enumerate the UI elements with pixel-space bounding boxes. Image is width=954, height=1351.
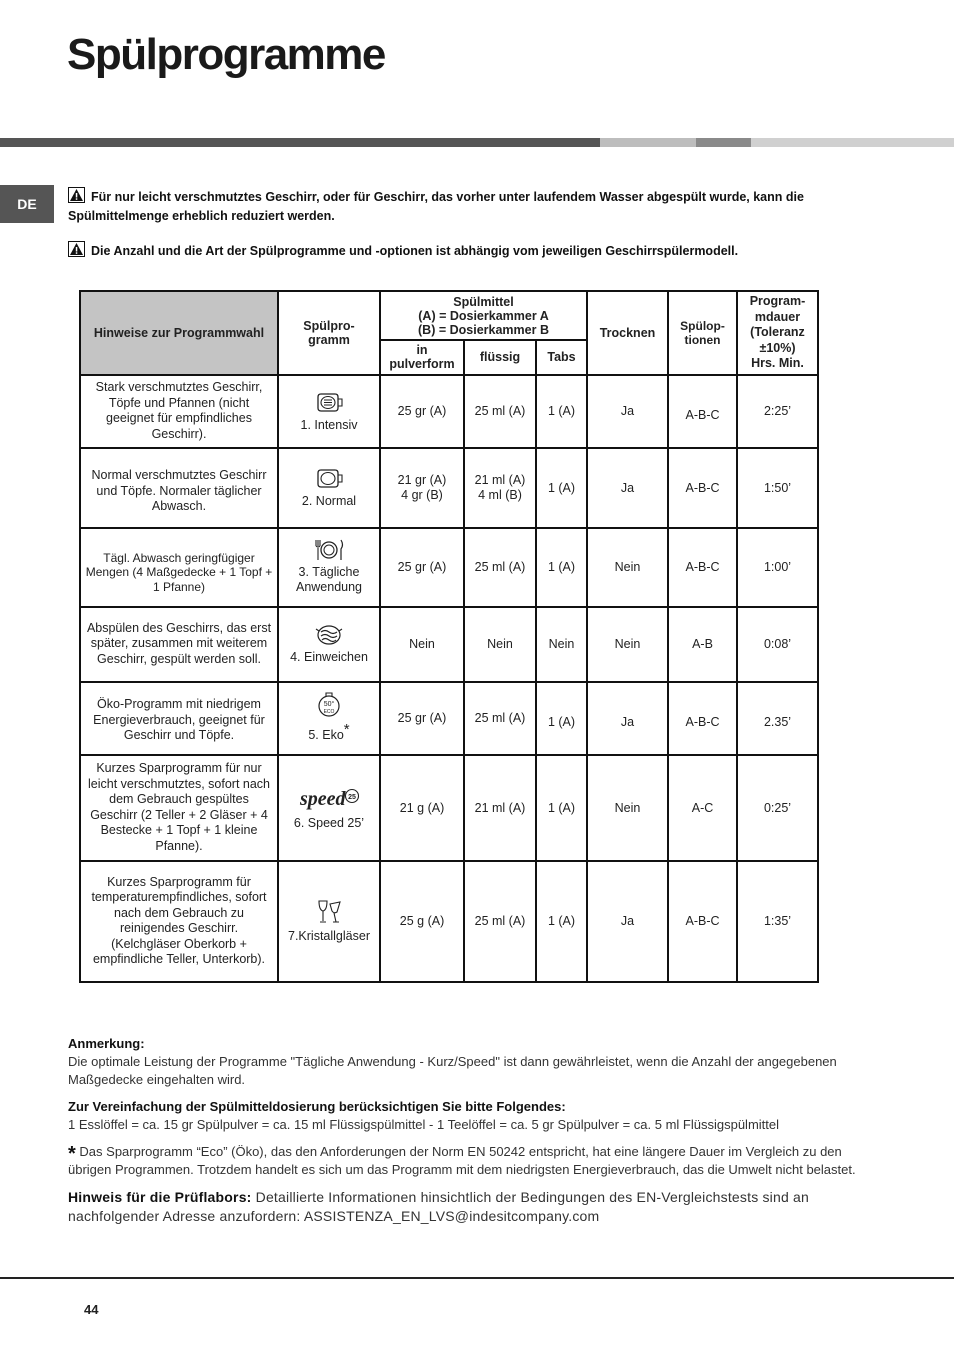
page-number: 44 xyxy=(84,1302,99,1317)
header-options: Spülop- tionen xyxy=(668,291,737,375)
language-tab: DE xyxy=(0,185,54,223)
row-tabs: 1 (A) xyxy=(536,448,587,528)
remark-note xyxy=(68,1035,873,1089)
svg-text:ECO: ECO xyxy=(323,709,335,716)
row-program: 4. Einweichen xyxy=(278,607,380,682)
warning-icon xyxy=(68,187,85,203)
row-powder: 21 gr (A) 4 gr (B) xyxy=(380,448,464,528)
warning-text: Für nur leicht verschmutztes Geschirr, oder für Geschirr, das vorher unter laufendem Wasser abgespült wurde, kann die Spülmittelmenge erheblich reduziert werden. xyxy=(68,190,804,223)
eco-text: Das Sparprogramm “Eco” (Öko), das den Anforderungen der Norm EN 50242 entspricht, hat eine längere Dauer im Vergleich zu den übrigen Programmen. Trotzdem handelt es sich um das Programm mit dem niedrigsten Energieverbrauch, das die Umwelt nicht belastet. xyxy=(68,1144,856,1177)
svg-text:speed: speed xyxy=(300,788,346,810)
row-hint: Kurzes Sparprogramm für nur leicht verschmutztes, sofort nach dem Gebrauch gespültes Geschirr (2 Teller + 2 Gläser + 4 Bestecke + 1 Topf + 1 kleine Pfanne). xyxy=(80,755,278,861)
normal-pot-icon xyxy=(315,466,343,490)
table-row xyxy=(80,682,818,755)
eco-50-icon xyxy=(317,692,341,718)
soak-icon xyxy=(315,624,343,646)
footer-divider xyxy=(0,1277,954,1279)
eco-note xyxy=(68,1143,873,1179)
warning-text: Die Anzahl und die Art der Spülprogramme und -optionen ist abhängig vom jeweiligen Geschirrspülermodell. xyxy=(91,244,739,258)
row-powder: 25 g (A) xyxy=(380,861,464,982)
row-tabs: Nein xyxy=(536,607,587,682)
row-program: 3. Tägliche Anwendung xyxy=(278,528,380,607)
table-row xyxy=(80,375,818,448)
row-tabs: 1 (A) xyxy=(536,682,587,755)
header-bar-pale xyxy=(751,138,954,147)
page-title: Spülprogramme xyxy=(67,30,385,79)
header-bar-dark xyxy=(0,138,600,147)
row-powder: 25 gr (A) xyxy=(380,375,464,448)
header-drying: Trocknen xyxy=(587,291,668,375)
row-duration: 0:25’ xyxy=(737,755,818,861)
row-tabs: 1 (A) xyxy=(536,755,587,861)
row-hint: Kurzes Sparprogramm für temperaturempfindliches, sofort nach dem Gebrauch zu reinigendes Geschirr. (Kelchgläser Oberkorb + empfindliche Teller, Unterkorb). xyxy=(80,861,278,982)
row-program: 2. Normal xyxy=(278,448,380,528)
row-drying: Nein xyxy=(587,755,668,861)
row-options: A-B-C xyxy=(668,861,737,982)
row-duration: 0:08’ xyxy=(737,607,818,682)
row-duration: 1:50’ xyxy=(737,448,818,528)
table-row xyxy=(80,448,818,528)
row-duration: 2.35’ xyxy=(737,682,818,755)
remark-title: Anmerkung: xyxy=(68,1036,145,1051)
svg-text:25: 25 xyxy=(348,794,356,801)
row-hint: Öko-Programm mit niedrigem Energieverbrauch, geeignet für Geschirr und Töpfe. xyxy=(80,682,278,755)
row-hint: Stark verschmutztes Geschirr, Töpfe und Pfannen (nicht geeignet für empfindliches Geschirr). xyxy=(80,375,278,448)
row-duration: 1:00’ xyxy=(737,528,818,607)
row-hint: Tägl. Abwasch geringfügiger Mengen (4 Maßgedecke + 1 Topf + 1 Pfanne) xyxy=(80,528,278,607)
row-liquid: 25 ml (A) xyxy=(464,861,536,982)
warning-icon xyxy=(68,241,85,257)
header-powder: in pulverform xyxy=(380,340,464,374)
warning-1 xyxy=(68,187,858,226)
programs-table xyxy=(79,290,819,983)
row-duration: 2:25’ xyxy=(737,375,818,448)
row-liquid: 21 ml (A) xyxy=(464,755,536,861)
warning-2 xyxy=(68,241,858,261)
eco-note-asterisk: * xyxy=(68,1143,76,1165)
row-tabs: 1 (A) xyxy=(536,375,587,448)
row-powder: 21 g (A) xyxy=(380,755,464,861)
row-options: A-C xyxy=(668,755,737,861)
eco-asterisk: * xyxy=(343,721,350,739)
row-program: 7.Kristallgläser xyxy=(278,861,380,982)
row-drying: Ja xyxy=(587,448,668,528)
crystal-glasses-icon xyxy=(315,899,343,925)
row-program: 50° ECO 5. Eko* xyxy=(278,682,380,755)
row-program: speed 25 6. Speed 25’ xyxy=(278,755,380,861)
dosage-title: Zur Vereinfachung der Spülmitteldosierung berücksichtigen Sie bitte Folgendes: xyxy=(68,1099,566,1114)
row-drying: Ja xyxy=(587,861,668,982)
header-hints: Hinweise zur Programmwahl xyxy=(80,291,278,375)
header-bar-mid xyxy=(696,138,751,147)
table-row xyxy=(80,528,818,607)
table-row xyxy=(80,607,818,682)
row-options: A-B-C xyxy=(668,375,737,448)
row-options: A-B xyxy=(668,607,737,682)
row-powder: 25 gr (A) xyxy=(380,682,464,755)
row-hint: Normal verschmutztes Geschirr und Töpfe. Normaler täglicher Abwasch. xyxy=(80,448,278,528)
dosage-note xyxy=(68,1098,873,1134)
table-row xyxy=(80,755,818,861)
row-drying: Nein xyxy=(587,528,668,607)
header-bar-light xyxy=(600,138,696,147)
svg-text:50°: 50° xyxy=(323,701,335,709)
row-tabs: 1 (A) xyxy=(536,861,587,982)
lab-title: Hinweis für die Prüflabors: xyxy=(68,1189,252,1205)
row-powder: 25 gr (A) xyxy=(380,528,464,607)
header-tabs: Tabs xyxy=(536,340,587,374)
cutlery-plate-icon xyxy=(313,539,345,561)
header-program: Spülpro- gramm xyxy=(278,291,380,375)
row-program: 1. Intensiv xyxy=(278,375,380,448)
intensive-pot-icon xyxy=(315,390,343,414)
row-drying: Nein xyxy=(587,607,668,682)
row-tabs: 1 (A) xyxy=(536,528,587,607)
lab-note xyxy=(68,1188,873,1226)
row-liquid: 25 ml (A) xyxy=(464,375,536,448)
row-options: A-B-C xyxy=(668,448,737,528)
row-hint: Abspülen des Geschirrs, das erst später, zusammen mit weiterem Geschirr, gespült werden soll. xyxy=(80,607,278,682)
row-liquid: 21 ml (A) 4 ml (B) xyxy=(464,448,536,528)
row-powder: Nein xyxy=(380,607,464,682)
row-liquid: Nein xyxy=(464,607,536,682)
row-options: A-B-C xyxy=(668,528,737,607)
header-duration: Program- mdauer (Toleranz ±10%) Hrs. Min. xyxy=(737,291,818,375)
remark-text: Die optimale Leistung der Programme "Tägliche Anwendung - Kurz/Speed" ist dann gewährleistet, wenn die Anzahl der angegebenen Maßgedecke eingehalten wird. xyxy=(68,1054,837,1087)
header-detergent: Spülmittel (A) = Dosierkammer A (B) = Dosierkammer B xyxy=(380,291,587,340)
lab-text: Detaillierte Informationen hinsichtlich der Bedingungen des EN-Vergleichstests sind an nachfolgender Adresse anzufordern: ASSISTENZA_EN_LVS@indesitcompany.com xyxy=(68,1189,810,1224)
row-drying: Ja xyxy=(587,375,668,448)
row-liquid: 25 ml (A) xyxy=(464,682,536,755)
row-options: A-B-C xyxy=(668,682,737,755)
row-duration: 1:35’ xyxy=(737,861,818,982)
header-liquid: flüssig xyxy=(464,340,536,374)
row-liquid: 25 ml (A) xyxy=(464,528,536,607)
row-drying: Ja xyxy=(587,682,668,755)
speed-25-icon xyxy=(298,784,360,812)
dosage-text: 1 Esslöffel = ca. 15 gr Spülpulver = ca. 15 ml Flüssigspülmittel - 1 Teelöffel = ca. 5 gr Spülpulver = ca. 5 ml Flüssigspülmittel xyxy=(68,1117,780,1132)
notes-section xyxy=(68,1035,873,1235)
table-row xyxy=(80,861,818,982)
